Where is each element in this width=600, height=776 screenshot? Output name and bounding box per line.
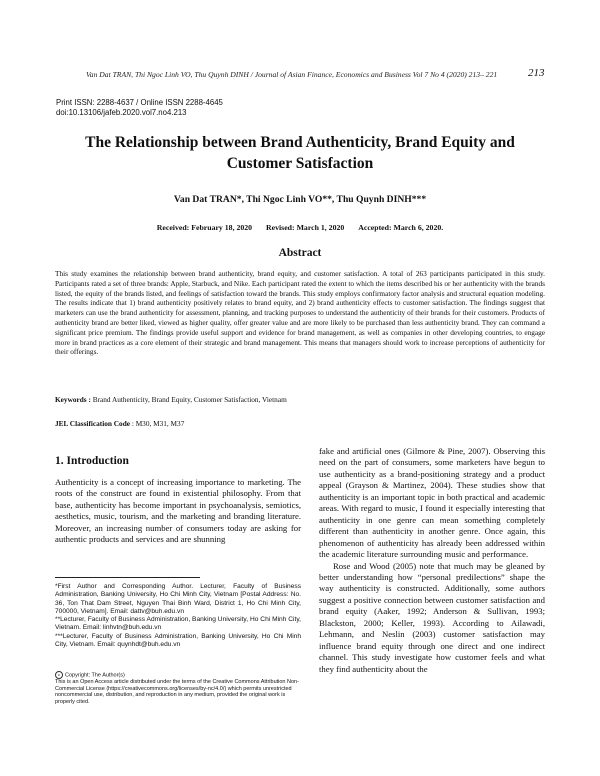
intro-right-paragraph-1: fake and artificial ones (Gilmore & Pine, 2007). Observing this need on the part of consumers, some marketers have begun to use authenticity as a brand-positioning strategy and a product appeal (Grayson & Martinez, 2004). These studies show that authenticity is an important topic in both practical and academic areas. With regard to music, I found it especially interesting that authenticity in one genre can mean something completely different than authenticity in another genre. Once again, this phenomenon of authenticity has already been addressed within the academic literature surrounding music and performance. <box>319 446 545 560</box>
footnote-divider <box>55 577 200 578</box>
jel-codes: : M30, M31, M37 <box>130 419 185 428</box>
author-list: Van Dat TRAN*, Thi Ngoc Linh VO**, Thu Quynh DINH*** <box>173 194 427 205</box>
issn-block <box>56 98 223 118</box>
page-number: 213 <box>528 67 545 79</box>
intro-right-column <box>319 446 545 675</box>
jel-label: JEL Classification Code <box>55 419 131 428</box>
copyright-holder: Copyright: The Author(s) <box>65 672 125 679</box>
license-text: This is an Open Access article distributed under the terms of the Creative Commons Attribution Non-Commercial License (https://creativecommons.org/licenses/by-nc/4.0/) which permits unrestricted noncommercial use, distribution, and reproduction in any medium, provided the original work is properly cited. <box>55 679 299 705</box>
received-date: Received: February 18, 2020 <box>156 223 253 232</box>
intro-left-paragraph: Authenticity is a concept of increasing importance to marketing. The roots of the construct are found in existential philosophy. From that base, authenticity has become important in psychoanalysis, semiotics, aesthetics, music, tourism, and the marketing and branding literature. Moreover, an increasing number of consumers today are asking for authentic products and services and are shunning <box>55 477 301 545</box>
abstract-heading: Abstract <box>278 247 322 259</box>
doi-line[interactable]: doi:10.13106/jafeb.2020.vol7.no4.213 <box>56 108 187 117</box>
copyright-line <box>55 671 301 679</box>
footnote-first-author: *First Author and Corresponding Author. Lecturer, Faculty of Business Administration, Banking University, Ho Chi Minh City, Vietnam [Postal Address: No. 36, Ton That Dam Street, Nguyen Thai Binh Ward, District 1, Ho Chi Minh City, 700000, Vietnam]. Email: dattv@buh.edu.vn <box>55 583 301 615</box>
author-footnotes <box>55 583 301 649</box>
issn-line: Print ISSN: 2288-4637 / Online ISSN 2288-4645 <box>56 98 223 107</box>
keywords-line <box>55 395 545 404</box>
intro-right-paragraph-2: Rose and Wood (2005) note that much may be gleaned by better understanding how “personal predilections” shape the way authenticity is constructed. Additionally, some authors suggest a positive connection between customer satisfaction and brand equity (Aaker, 1992; Anderson & Sullivan, 1993; Blackston, 2000; Keller, 1993). According to Ailawadi, Lehmann, and Neslin (2003) customer satisfaction may influence brand equity through one direct and one indirect channel. This study investigate how customer feels and what they find authenticity about the <box>319 560 545 674</box>
submission-dates <box>60 223 540 232</box>
footnote-third-author: ***Lecturer, Faculty of Business Administration, Banking University, Ho Chi Minh City, Vietnam. Email: quynhdt@buh.edu.vn <box>55 632 301 649</box>
keywords-text: Brand Authenticity, Brand Equity, Customer Satisfaction, Vietnam <box>90 395 287 404</box>
jel-line <box>55 419 545 428</box>
paper-title: The Relationship between Brand Authenticity, Brand Equity and Customer Satisfaction <box>85 134 515 172</box>
section-heading-introduction: 1. Introduction <box>55 455 129 467</box>
keywords-label: Keywords : <box>55 395 91 404</box>
revised-date: Revised: March 1, 2020 <box>266 223 345 232</box>
copyright-circle-icon: c <box>55 671 63 679</box>
running-head: Van Dat TRAN, Thi Ngoc Linh VO, Thu Quynh DINH / Journal of Asian Finance, Economics and Business Vol 7 No 4 (2020) 213– 221 <box>86 70 498 79</box>
abstract-text: This study examines the relationship between brand authenticity, brand equity, and customer satisfaction. A total of 263 participants participated in this study. Participants rated a set of three brands: Apple, Starbuck, and Nike. Each participant rated the extent to which the items described his or her authenticity with the brands listed, the equity of the brands listed, and feelings of satisfaction toward the brands. This study employs confirmatory factor analysis and structural equation modeling. The results indicate that 1) brand authenticity positively relates to brand equity, and 2) brand authenticity effects to customer satisfaction. The findings suggest that marketers can use the brand authenticity for assessment, planning, and tracking purposes to understand the authenticity of their brands for their customers. Products of authenticity brand are better liked, viewed as higher quality, offer greater value and are more likely to be purchased than less authenticity brand. They can command a significant price premium. The findings provide useful support and evidence for brand management, as well as companies in other developing countries, to engage more in brand practices as a core element of their strategic and brand management. This means that managers should work to increase perceptions of authenticity for their offerings. <box>55 269 545 357</box>
accepted-date: Accepted: March 6, 2020. <box>358 223 444 232</box>
footnote-second-author: **Lecturer, Faculty of Business Administration, Banking University, Ho Chi Minh City, Vietnam. Email: linhvtn@buh.edu.vn <box>55 616 301 632</box>
copyright-notice <box>55 671 301 705</box>
